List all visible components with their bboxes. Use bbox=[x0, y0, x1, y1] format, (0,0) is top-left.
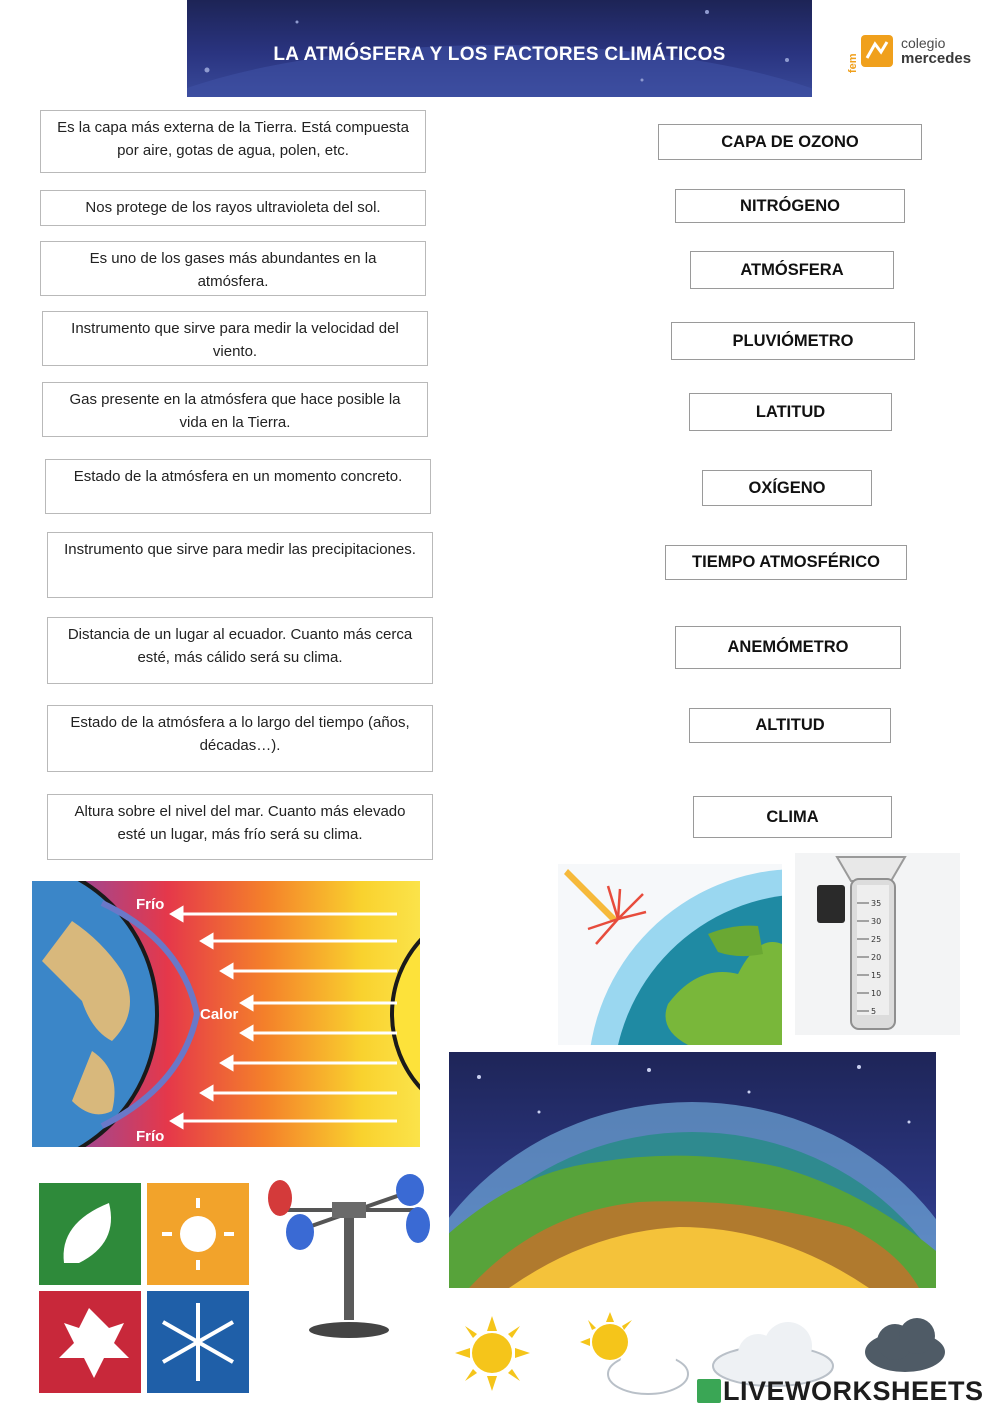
rain-gauge-illustration bbox=[795, 853, 960, 1035]
seasons-illustration bbox=[39, 1183, 249, 1393]
partly-cloudy-icon bbox=[578, 1312, 690, 1396]
definition-box[interactable]: Es uno de los gases más abundantes en la atmósfera. bbox=[40, 241, 426, 296]
anemometer-illustration bbox=[260, 1170, 440, 1340]
answer-capa-de-ozono[interactable]: CAPA DE OZONO bbox=[658, 124, 922, 160]
gauge-tick: 35 bbox=[871, 899, 882, 908]
ozone-illustration bbox=[558, 864, 782, 1045]
latitude-image bbox=[32, 881, 420, 1147]
page-title: LA ATMÓSFERA Y LOS FACTORES CLIMÁTICOS bbox=[273, 44, 726, 65]
gauge-tick: 5 bbox=[871, 1007, 877, 1016]
definition-box[interactable]: Estado de la atmósfera en un momento concreto. bbox=[45, 459, 431, 514]
answer-anemometro[interactable]: ANEMÓMETRO bbox=[675, 626, 901, 669]
answer-altitud[interactable]: ALTITUD bbox=[689, 708, 891, 743]
logo-mark: fem bbox=[847, 53, 859, 73]
definition-box[interactable]: Estado de la atmósfera a lo largo del tiempo (años, décadas…). bbox=[47, 705, 433, 772]
definition-box[interactable]: Instrumento que sirve para medir las precipitaciones. bbox=[47, 532, 433, 598]
definition-box[interactable]: Gas presente en la atmósfera que hace posible la vida en la Tierra. bbox=[42, 382, 428, 437]
footer-brand-text: LIVEWORKSHEETS bbox=[723, 1376, 984, 1406]
gauge-tick: 25 bbox=[871, 935, 882, 944]
atmosphere-illustration bbox=[449, 1052, 936, 1288]
label-heat: Calor bbox=[200, 1006, 239, 1023]
rain-gauge-image bbox=[795, 853, 960, 1035]
sun-icon bbox=[455, 1316, 530, 1391]
gauge-tick: 20 bbox=[871, 953, 882, 962]
gauge-tick: 10 bbox=[871, 989, 882, 998]
logo-name: mercedes bbox=[901, 50, 972, 67]
answer-pluviometro[interactable]: PLUVIÓMETRO bbox=[671, 322, 915, 360]
answer-latitud[interactable]: LATITUD bbox=[689, 393, 892, 431]
definition-box[interactable]: Es la capa más externa de la Tierra. Está compuesta por aire, gotas de agua, polen, etc. bbox=[40, 110, 426, 173]
header-banner bbox=[187, 0, 812, 97]
label-cold-bottom: Frío bbox=[136, 1128, 165, 1145]
logo-text bbox=[901, 36, 971, 66]
dark-cloud-icon bbox=[855, 1312, 945, 1382]
logo-prefix: colegio bbox=[901, 35, 946, 51]
definition-box[interactable]: Altura sobre el nivel del mar. Cuanto más elevado esté un lugar, más frío será su clima. bbox=[47, 794, 433, 860]
latitude-illustration bbox=[32, 881, 420, 1147]
atmosphere-image bbox=[449, 1052, 936, 1288]
answer-clima[interactable]: CLIMA bbox=[693, 796, 892, 838]
gauge-tick: 30 bbox=[871, 917, 882, 926]
liveworksheets-logo-icon bbox=[697, 1379, 721, 1403]
anemometer-image bbox=[260, 1170, 440, 1340]
footer-brand bbox=[697, 1376, 984, 1410]
label-cold-top: Frío bbox=[136, 896, 165, 913]
answer-tiempo-atmosferico[interactable]: TIEMPO ATMOSFÉRICO bbox=[665, 545, 907, 580]
definition-box[interactable]: Instrumento que sirve para medir la velocidad del viento. bbox=[42, 311, 428, 366]
seasons-image bbox=[39, 1183, 249, 1393]
gauge-tick: 15 bbox=[871, 971, 882, 980]
answer-atmosfera[interactable]: ATMÓSFERA bbox=[690, 251, 894, 289]
school-logo bbox=[845, 30, 985, 75]
ozone-image bbox=[558, 864, 782, 1045]
answer-oxigeno[interactable]: OXÍGENO bbox=[702, 470, 872, 506]
definition-box[interactable]: Nos protege de los rayos ultravioleta del sol. bbox=[40, 190, 426, 226]
definition-box[interactable]: Distancia de un lugar al ecuador. Cuanto más cerca esté, más cálido será su clima. bbox=[47, 617, 433, 684]
answer-nitrogeno[interactable]: NITRÓGENO bbox=[675, 189, 905, 223]
